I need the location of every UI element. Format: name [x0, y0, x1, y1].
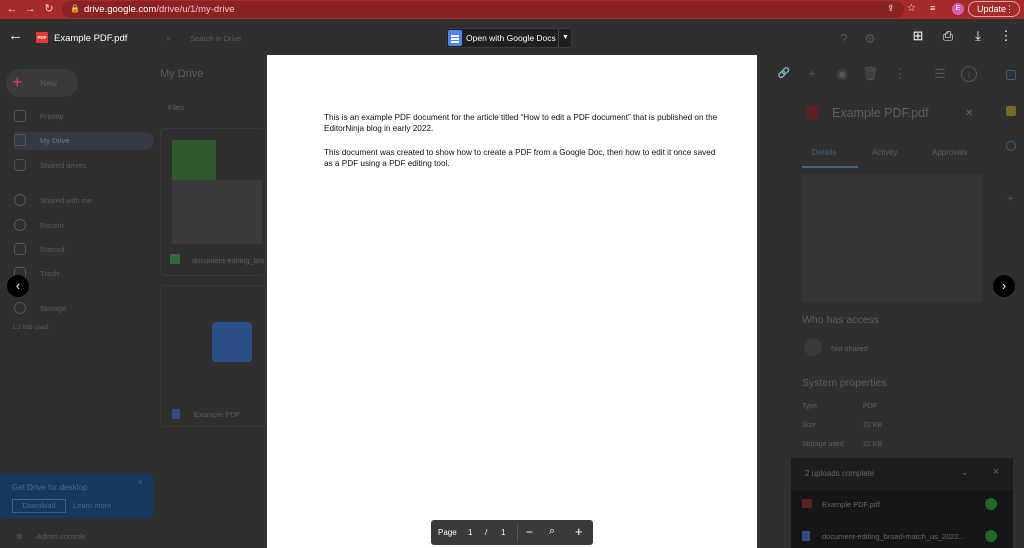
upload-item-name[interactable]: document-editing_broad-match_us_2022... [822, 532, 966, 541]
search-input[interactable]: Search in Drive [190, 34, 242, 43]
page-controls [431, 520, 593, 545]
close-icon[interactable]: × [993, 466, 1000, 478]
people-icon [14, 194, 26, 206]
sidebar-item-trash[interactable] [14, 265, 154, 283]
star-icon[interactable]: ☆ [907, 3, 916, 14]
zoom-in-icon[interactable]: + [575, 524, 583, 539]
settings-icon[interactable]: ⚙ [864, 31, 876, 46]
file-name: document-editing_bro [192, 256, 265, 265]
uploads-header-text: 2 uploads complete [805, 469, 875, 478]
total-pages: 1 [501, 528, 506, 537]
back-icon[interactable]: ← [6, 3, 18, 15]
lock-icon[interactable]: 🔒 [70, 4, 80, 13]
not-shared-text: Not shared [831, 344, 868, 353]
type-value: PDF [863, 403, 877, 410]
sidebar-label: Priority [40, 112, 64, 121]
star-icon [14, 243, 26, 255]
docs-thumbnail-icon [212, 322, 252, 362]
clock-icon [14, 219, 26, 231]
url-path: /drive/u/1/my-drive [156, 4, 235, 15]
current-page-input[interactable]: 1 [468, 528, 473, 537]
upload-item-name[interactable]: Example PDF.pdf [822, 500, 880, 509]
preview-icon[interactable]: ◉ [836, 66, 848, 81]
size-value: 22 KB [863, 422, 883, 429]
download-icon[interactable]: ⤓ [975, 28, 981, 43]
pdf-icon [806, 106, 819, 120]
document-paragraph-2: This document was created to show how to create a PDF from a Google Doc, then how to edit it once saved as a PDF using a PDF editing tool. [324, 148, 716, 168]
my-drive-heading[interactable]: My Drive [160, 68, 204, 80]
files-label: Files [168, 103, 184, 112]
page-label: Page [438, 528, 457, 537]
tab-approvals[interactable]: Approvals [932, 148, 968, 157]
tasks-icon[interactable] [1006, 141, 1016, 151]
file-name: Example PDF [194, 410, 241, 419]
sidebar-item-storage[interactable] [14, 300, 154, 318]
page-separator: / [485, 528, 488, 537]
file-thumbnail [172, 140, 216, 180]
shared-drives-icon [14, 159, 26, 171]
tab-activity[interactable]: Activity [872, 148, 898, 157]
url-host: drive.google.com [84, 4, 157, 15]
storage-used-value: 22 KB [863, 441, 883, 448]
gear-icon: ⚙ [16, 532, 23, 541]
sidebar-label: Trash [40, 269, 59, 278]
sidebar-item-recent[interactable] [14, 217, 154, 235]
chevron-down-icon[interactable]: ▼ [558, 29, 572, 47]
download-button[interactable]: Download [12, 499, 66, 513]
uploads-header [791, 458, 1013, 490]
calendar-icon[interactable] [1006, 70, 1016, 80]
details-title: Example PDF.pdf [832, 106, 929, 120]
docs-icon [802, 531, 810, 541]
system-properties-heading: System properties [802, 377, 887, 389]
docs-icon [172, 409, 180, 419]
sidebar-item-starred[interactable] [14, 241, 154, 259]
close-icon[interactable]: × [965, 104, 974, 120]
add-icon[interactable]: + [1007, 193, 1014, 205]
get-drive-banner [0, 474, 154, 518]
sidebar-item-priority[interactable] [14, 108, 154, 126]
chevron-left-icon: ‹ [15, 278, 21, 293]
info-icon[interactable]: i [961, 66, 977, 82]
pdf-file-icon: PDF [36, 32, 48, 43]
get-drive-title: Get Drive for desktop [12, 483, 88, 492]
browser-toolbar [0, 0, 1024, 19]
check-icon [985, 498, 997, 510]
more-icon[interactable]: ⋮ [893, 66, 907, 81]
viewer-file-title: Example PDF.pdf [54, 33, 128, 44]
file-thumbnail-rows [172, 180, 262, 244]
chevron-right-icon: › [1001, 278, 1007, 293]
check-icon [985, 530, 997, 542]
learn-more-link[interactable]: Learn more [73, 501, 112, 510]
divider [517, 523, 518, 542]
add-person-icon[interactable]: + [808, 66, 816, 81]
menu-dots-icon: ⋮ [1005, 4, 1014, 14]
sidebar-item-shared-drives[interactable] [14, 157, 154, 175]
reload-icon[interactable]: ↻ [44, 3, 54, 15]
tab-details[interactable]: Details [812, 148, 837, 157]
close-icon[interactable]: × [138, 478, 143, 487]
active-tab-indicator [802, 166, 858, 168]
sidebar-item-shared-with-me[interactable] [14, 192, 154, 210]
priority-icon [14, 110, 26, 122]
new-label: New [40, 78, 58, 88]
sidebar-label: Recent [40, 221, 64, 230]
google-docs-icon [448, 30, 462, 46]
sidebar-label: Storage [40, 304, 67, 313]
forward-icon[interactable]: → [24, 3, 36, 15]
link-icon[interactable]: 🔗 [777, 68, 791, 79]
plus-icon: + [12, 72, 23, 92]
update-label: Update [977, 4, 1007, 14]
playlist-icon[interactable]: ≡ [930, 3, 936, 13]
back-arrow-icon[interactable]: ← [8, 27, 23, 44]
lock-icon [804, 338, 822, 356]
type-label: Type [802, 403, 818, 410]
search-icon: ⌕ [166, 33, 172, 43]
sheets-icon [170, 254, 180, 264]
sidebar-label: Starred [40, 245, 65, 254]
pdf-page [267, 55, 757, 548]
keep-icon[interactable] [1006, 106, 1016, 116]
drive-icon [14, 134, 26, 146]
storage-used-text: 1.2 MB used [12, 324, 49, 331]
list-view-icon[interactable]: ☰ [934, 66, 946, 81]
details-preview [802, 174, 982, 302]
cloud-icon [14, 302, 26, 314]
details-panel [790, 92, 1000, 452]
previous-file-button[interactable] [7, 275, 29, 297]
storage-used-label: Storage used [802, 441, 844, 448]
url-text[interactable] [84, 4, 235, 15]
size-label: Size [802, 422, 816, 429]
more-vert-icon[interactable]: ⋮ [999, 28, 1013, 43]
admin-console-item[interactable] [16, 532, 86, 541]
admin-console-label: Admin console [36, 532, 87, 541]
help-icon[interactable]: ? [840, 31, 848, 46]
sidebar-item-my-drive[interactable] [14, 132, 154, 150]
document-paragraph-1: This is an example PDF document for the article titled “How to edit a PDF document” that is published on the EditorNinja blog in early 2022. [324, 113, 718, 133]
zoom-out-icon[interactable]: − [526, 525, 534, 539]
chevron-down-icon[interactable]: ⌄ [961, 467, 969, 477]
sidebar-label: Shared drives [40, 161, 87, 170]
update-button[interactable] [968, 1, 1020, 17]
pdf-icon [802, 499, 812, 508]
delete-icon[interactable]: 🗑 [862, 66, 879, 81]
profile-avatar[interactable]: E [952, 3, 964, 15]
print-icon[interactable]: ⎙ [942, 28, 954, 43]
zoom-icon[interactable]: ⌕ [549, 525, 556, 537]
open-with-label: Open with Google Docs [466, 33, 556, 43]
share-icon[interactable]: ⇪ [887, 3, 895, 13]
add-comment-icon[interactable]: ⊞ [912, 28, 924, 43]
sidebar-label: My Drive [40, 136, 70, 145]
who-has-access-heading: Who has access [802, 314, 880, 326]
sidebar-label: Shared with me [40, 196, 93, 205]
